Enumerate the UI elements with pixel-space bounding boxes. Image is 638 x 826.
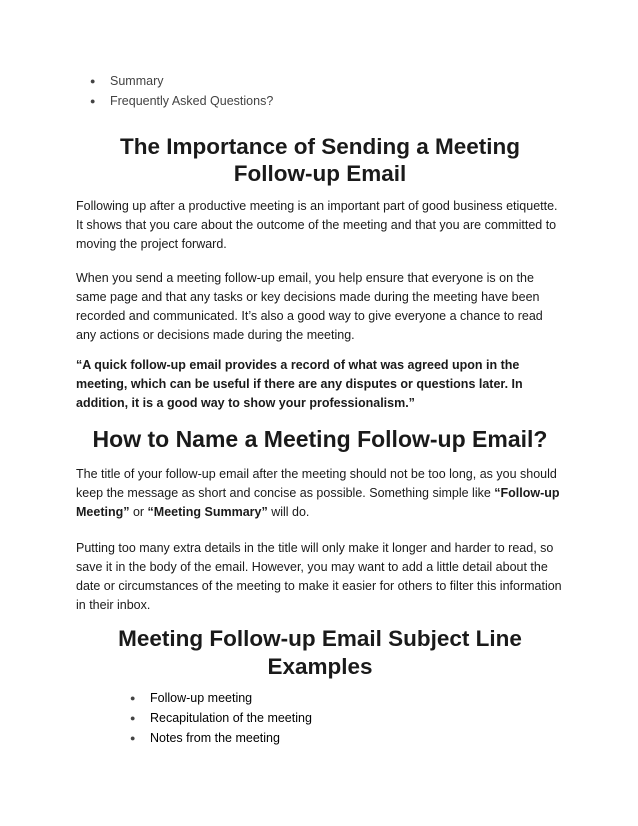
naming-text-2: or (129, 505, 148, 519)
importance-paragraph-2: When you send a meeting follow-up email, you help ensure that everyone is on the same page and that any tasks or key decisions made during the meeting have been recorded and communicated. It’s also a good way to give everyone a chance to read any actions or decisions made during the meeting. (76, 271, 543, 342)
list-item (84, 71, 273, 91)
naming-paragraph-2: Putting too many extra details in the title will only make it longer and harder to read, so save it in the body of the email. However, you may want to add a little detail about the date or circumstances of the meeting to make it easier for others to filter this information in their inbox. (76, 541, 562, 612)
naming-text-1: The title of your follow-up email after the meeting should not be too long, as you should keep the message as short and concise as possible. Something simple like (76, 467, 557, 500)
subject-lines-heading-line2: Examples (267, 654, 373, 679)
list-item (84, 91, 273, 111)
bullet-icon: ● (130, 733, 136, 743)
importance-heading-line2: Follow-up Email (233, 161, 407, 186)
list-item (124, 688, 312, 708)
contents-list (84, 71, 273, 111)
importance-quote: “A quick follow-up email provides a record of what was agreed upon in the meeting, which can be useful if there are any disputes or questions later. In addition, it is a good way to show your professionalism.” (76, 358, 523, 410)
list-item-text: Summary (110, 74, 164, 88)
naming-bold-2: “Meeting Summary” (147, 505, 268, 519)
importance-heading (90, 133, 550, 187)
list-item-text: Frequently Asked Questions? (110, 94, 274, 108)
list-item (124, 708, 312, 728)
bullet-icon: ● (90, 96, 96, 106)
list-item (124, 728, 312, 748)
importance-paragraph-1: Following up after a productive meeting is an important part of good business etiquette. It shows that you care about the outcome of the meeting and that you are committed to moving the project forward. (76, 199, 558, 251)
importance-heading-line1: The Importance of Sending a Meeting (119, 134, 521, 159)
list-item-text: Follow-up meeting (150, 691, 253, 705)
bullet-icon: ● (90, 76, 96, 86)
list-item-text: Notes from the meeting (150, 731, 280, 745)
naming-heading: How to Name a Meeting Follow-up Email? (92, 426, 548, 452)
naming-text-3: will do. (267, 505, 310, 519)
subject-lines-list (124, 688, 312, 748)
naming-bold-1: “Follow-up Meeting” (76, 486, 560, 519)
bullet-icon: ● (130, 693, 136, 703)
bullet-icon: ● (130, 713, 136, 723)
list-item-text: Recapitulation of the meeting (150, 711, 312, 725)
naming-paragraph-1 (76, 465, 566, 522)
subject-lines-heading-line1: Meeting Follow-up Email Subject Line (118, 626, 522, 651)
subject-lines-heading (90, 625, 550, 681)
